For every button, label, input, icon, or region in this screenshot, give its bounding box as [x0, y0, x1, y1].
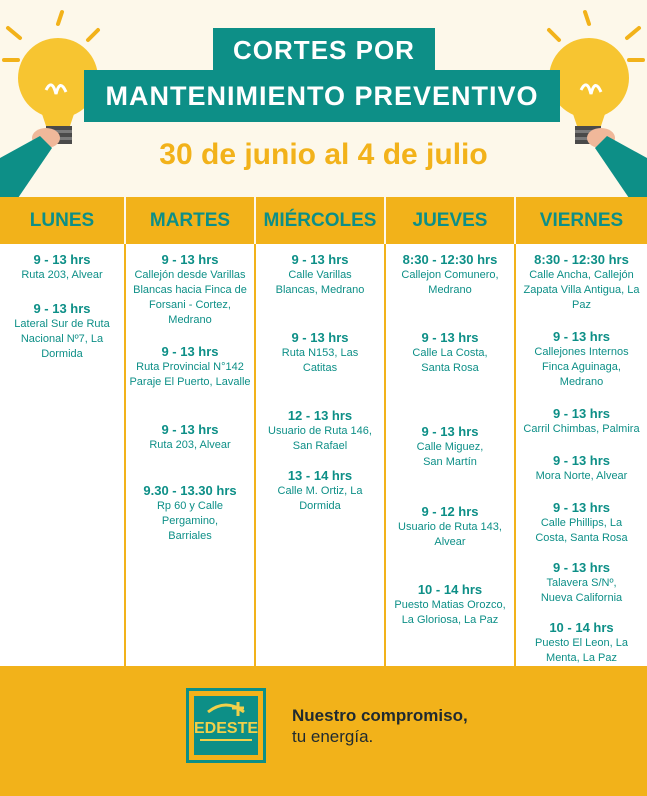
schedule-entry: [516, 620, 647, 666]
entry-time: 8:30 - 12:30 hrs: [402, 252, 498, 267]
edeste-logo: [186, 688, 266, 763]
column-viernes: [516, 244, 647, 666]
entry-time: 9 - 13 hrs: [552, 329, 611, 344]
entry-place: Calle La Costa, Santa Rosa: [412, 347, 488, 374]
entry-time: 9 - 13 hrs: [291, 252, 349, 267]
entry-place: Talavera S/Nº, Nueva California: [540, 577, 623, 604]
schedule-entry: [126, 422, 254, 453]
schedule-entry: [386, 424, 514, 470]
schedule-table: [0, 244, 647, 666]
schedule-entry: [386, 330, 514, 376]
schedule-entry: [516, 329, 647, 390]
schedule-entry: [516, 560, 647, 606]
entry-place: Callejon Comunero, Medrano: [401, 269, 499, 296]
entry-place: Calle Varillas Blancas, Medrano: [275, 269, 365, 296]
entry-time: 12 - 13 hrs: [287, 408, 353, 423]
entry-place: Ruta N153, Las Catitas: [281, 347, 359, 374]
entry-time: 10 - 14 hrs: [549, 620, 614, 635]
schedule-entry: [0, 252, 124, 283]
entry-place: Calle Miguez, San Martín: [416, 441, 484, 468]
entry-place: Mora Norte, Alvear: [535, 470, 628, 482]
day-header-martes: MARTES: [126, 197, 256, 244]
entry-time: 9 - 13 hrs: [33, 252, 91, 267]
entry-time: 9.30 - 13.30 hrs: [143, 483, 237, 498]
entry-place: Callejones Internos Finca Aguinaga, Medrano: [534, 346, 629, 388]
day-header-bar: [0, 197, 647, 244]
entry-place: Ruta 203, Alvear: [149, 439, 231, 451]
title-line-1: CORTES POR: [213, 28, 435, 72]
date-range: 30 de junio al 4 de julio: [159, 138, 488, 171]
entry-time: 9 - 12 hrs: [421, 504, 479, 519]
entry-place: Calle Phillips, La Costa, Santa Rosa: [535, 517, 628, 544]
entry-time: 8:30 - 12:30 hrs: [534, 252, 629, 267]
schedule-entry: [386, 252, 514, 298]
entry-place: Lateral Sur de Ruta Nacional Nº7, La Dormida: [14, 318, 110, 360]
day-header-lunes: LUNES: [0, 197, 126, 244]
slogan-line-2: tu energía.: [292, 727, 374, 746]
entry-time: 9 - 13 hrs: [552, 500, 611, 515]
entry-time: 9 - 13 hrs: [552, 406, 611, 421]
entry-time: 9 - 13 hrs: [421, 330, 479, 345]
schedule-entry: [126, 483, 254, 544]
entry-time: 9 - 13 hrs: [552, 453, 611, 468]
entry-time: 9 - 13 hrs: [552, 560, 611, 575]
entry-time: 13 - 14 hrs: [287, 468, 353, 483]
header: [0, 0, 647, 196]
day-header-viernes: VIERNES: [539, 210, 624, 231]
schedule-entry: [516, 252, 647, 313]
entry-time: 9 - 13 hrs: [421, 424, 479, 439]
entry-time: 9 - 13 hrs: [161, 422, 219, 437]
schedule-entry: [256, 408, 384, 454]
schedule-entry: [256, 330, 384, 376]
schedule-entry: [386, 582, 514, 628]
schedule-entry: [516, 406, 647, 437]
entry-place: Carril Chimbas, Palmira: [523, 423, 640, 435]
entry-place: Usuario de Ruta 146, San Rafael: [268, 425, 372, 452]
entry-time: 10 - 14 hrs: [417, 582, 483, 597]
column-martes: [126, 244, 256, 666]
title-line-2: MANTENIMIENTO PREVENTIVO: [84, 70, 560, 122]
entry-place: Callejón desde Varillas Blancas hacia Finca de Forsani - Cortez, Medrano: [133, 269, 247, 326]
entry-place: Calle Ancha, Callejón Zapata Villa Antigua, La Paz: [523, 269, 640, 311]
schedule-entry: [256, 252, 384, 298]
entry-time: 9 - 13 hrs: [161, 252, 219, 267]
schedule-entry: [126, 344, 254, 390]
column-lunes: [0, 244, 126, 666]
entry-place: Ruta 203, Alvear: [21, 269, 103, 281]
slogan-line-1: Nuestro compromiso,: [292, 706, 468, 725]
schedule-entry: [256, 468, 384, 514]
footer: [0, 666, 647, 796]
logo-text: EDESTE: [194, 720, 259, 737]
column-jueves: [386, 244, 516, 666]
schedule-entry: [516, 500, 647, 546]
entry-time: 9 - 13 hrs: [161, 344, 219, 359]
day-header-jueves: JUEVES: [386, 197, 516, 244]
schedule-entry: [0, 301, 124, 362]
entry-place: Ruta Provincial N°142 Paraje El Puerto, Lavalle: [129, 361, 251, 388]
entry-time: 9 - 13 hrs: [291, 330, 349, 345]
entry-place: Puesto Matias Orozco, La Gloriosa, La Paz: [394, 599, 506, 626]
schedule-entry: [516, 453, 647, 484]
entry-place: Usuario de Ruta 143, Alvear: [398, 521, 502, 548]
entry-place: Puesto El Leon, La Menta, La Paz: [535, 637, 628, 664]
day-header-miercoles: MIÉRCOLES: [256, 197, 386, 244]
column-miercoles: [256, 244, 386, 666]
schedule-entry: [126, 252, 254, 328]
slogan: [292, 706, 468, 748]
schedule-entry: [386, 504, 514, 550]
entry-place: Calle M. Ortiz, La Dormida: [277, 485, 363, 512]
entry-place: Rp 60 y Calle Pergamino, Barriales: [156, 500, 224, 542]
entry-time: 9 - 13 hrs: [33, 301, 91, 316]
